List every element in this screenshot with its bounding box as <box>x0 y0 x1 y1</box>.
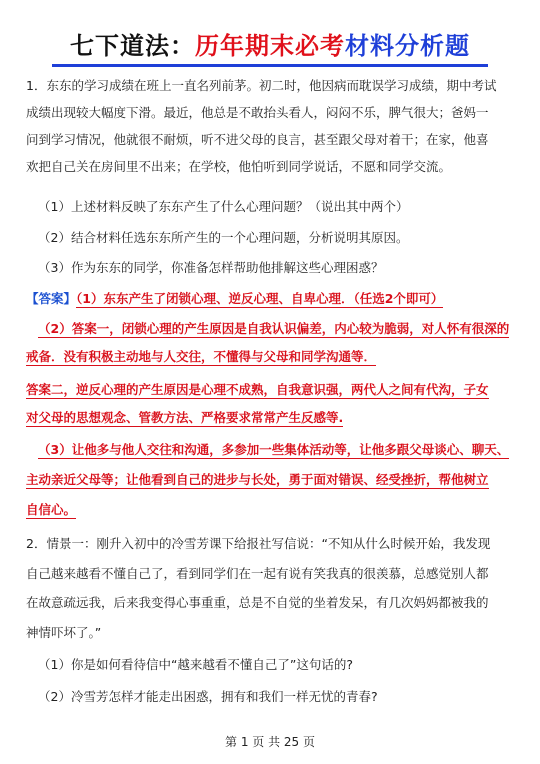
title-part-2: 历年期末必考 <box>195 32 345 60</box>
answer-text: （1）东东产生了闭锁心理、逆反心理、自卑心理．（任选2个即可） <box>76 291 444 306</box>
q1-subquestion: （1）上述材料反映了东东产生了什么心理问题？（说出其中两个） <box>38 199 409 214</box>
q1-text-line: 问到学习情况，他就很不耐烦，听不进父母的良言，甚至跟父母对着干；在家，他喜 <box>26 132 489 147</box>
q1-subquestion: （3）作为东东的同学，你准备怎样帮助他排解这些心理困惑？ <box>38 260 384 275</box>
answer-line: 戒备．没有积极主动地与人交往，不懂得与父母和同学沟通等． <box>26 349 377 364</box>
title-part-1: 七下道法： <box>70 32 195 60</box>
q1-text-line: 欢把自己关在房间里不出来；在学校，他怕听到同学说话，不愿和同学交流。 <box>26 159 452 174</box>
answer-line: 自信心。 <box>26 502 77 517</box>
answer-line: 答案二，逆反心理的产生原因是心理不成熟，自我意识强，两代人之间有代沟，子女 <box>26 382 489 397</box>
q2-text-line: 自己越来越看不懂自己了，看到同学们在一起有说有笑我真的很羡慕，总感觉别人都 <box>26 566 489 581</box>
q2-text-line: 神情吓坏了。” <box>26 625 102 640</box>
title-underline <box>52 64 488 67</box>
answer-line: 主动亲近父母等；让他看到自己的进步与长处，勇于面对错误、经受挫折，帮他树立 <box>26 472 489 487</box>
answer-line: （3）让他多与他人交往和沟通，多参加一些集体活动等，让他多跟父母谈心、聊天、 <box>38 442 510 457</box>
q2-subquestion: （1）你是如何看待信中“越来越看不懂自己了”这句话的? <box>38 657 354 672</box>
q1-text-line: 成绩出现较大幅度下滑。最近，他总是不敢抬头看人，闷闷不乐，脾气很大；爸妈一 <box>26 105 489 120</box>
page-title <box>0 30 540 62</box>
answer-tag: 【答案】 <box>26 291 77 306</box>
page-footer: 第 1 页 共 25 页 <box>225 735 315 749</box>
q2-text-line: 2．情景一：刚升入初中的冷雪芳课下给报社写信说：“不知从什么时候开始，我发现 <box>26 536 491 551</box>
title-part-3: 材料分析题 <box>345 32 470 60</box>
answer-line <box>26 290 443 308</box>
answer-line: （2）答案一，闭锁心理的产生原因是自我认识偏差，内心较为脆弱，对人怀有很深的 <box>38 321 510 336</box>
answer-line: 对父母的思想观念、管教方法、严格要求常常产生反感等. <box>26 410 344 425</box>
q2-subquestion: （2）冷雪芳怎样才能走出困惑，拥有和我们一样无忧的青春? <box>38 689 378 704</box>
q2-text-line: 在故意疏远我，后来我变得心事重重，总是不自觉的坐着发呆，有几次妈妈都被我的 <box>26 595 489 610</box>
q1-text-line: 1．东东的学习成绩在班上一直名列前茅。初二时，他因病而耽误学习成绩，期中考试 <box>26 78 497 93</box>
q1-subquestion: （2）结合材料任选东东所产生的一个心理问题，分析说明其原因。 <box>38 230 409 245</box>
